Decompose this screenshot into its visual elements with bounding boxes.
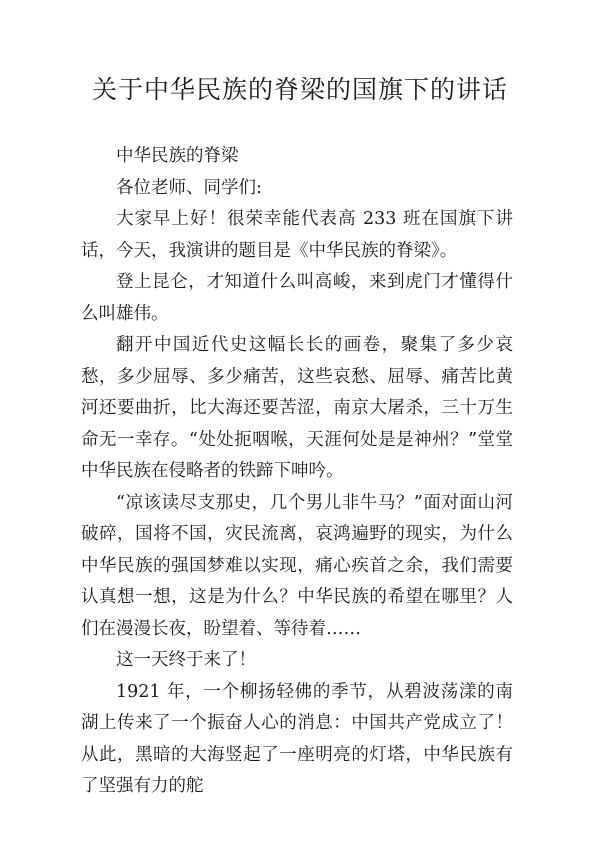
paragraph-subtitle: 中华民族的脊梁 — [116, 146, 239, 166]
paragraph-salutation: 各位老师、同学们: — [116, 177, 262, 198]
paragraph: 1921 年，一个柳扬轻佛的季节，从碧波荡漾的南湖上传来了一个振奋人心的消息：中国共产党成立了！从此，黑暗的大海竖起了一座明亮的灯塔，中华民族有了坚强有力的舵 — [81, 681, 513, 796]
paragraph: 翻开中国近代史这幅长长的画卷，聚集了多少哀愁，多少屈辱、多少痛苦，这些哀愁、屈辱、痛苦比黄河还要曲折，比大海还要苦涩，南京大屠杀，三十万生命无一幸存。“处处扼咽喉，天涯何处是是神州？”堂堂中华民族在侵略者的铁蹄下呻吟。 — [81, 335, 513, 481]
document-title: 关于中华民族的脊梁的国旗下的讲话 — [91, 75, 508, 104]
paragraph: 大家早上好！很荣幸能代表高 233 班在国旗下讲话，今天，我演讲的题目是《中华民族的脊梁》。 — [81, 209, 513, 261]
paragraph: “凉该读尽支那史，几个男儿非牛马？”面对面山河破碎，国将不国，灾民流离，哀鸿遍野的现实，为什么中华民族的强国梦难以实现，痛心疾首之余，我们需要认真想一想，这是为什么？中华民族的希望在哪里？人们在漫漫长夜，盼望着、等待着…… — [81, 492, 513, 639]
paragraph: 登上昆仑，才知道什么叫高峻，来到虎门才懂得什么叫雄伟。 — [81, 272, 513, 324]
paragraph: 这一天终于来了！ — [116, 650, 256, 670]
document-body — [81, 141, 513, 803]
